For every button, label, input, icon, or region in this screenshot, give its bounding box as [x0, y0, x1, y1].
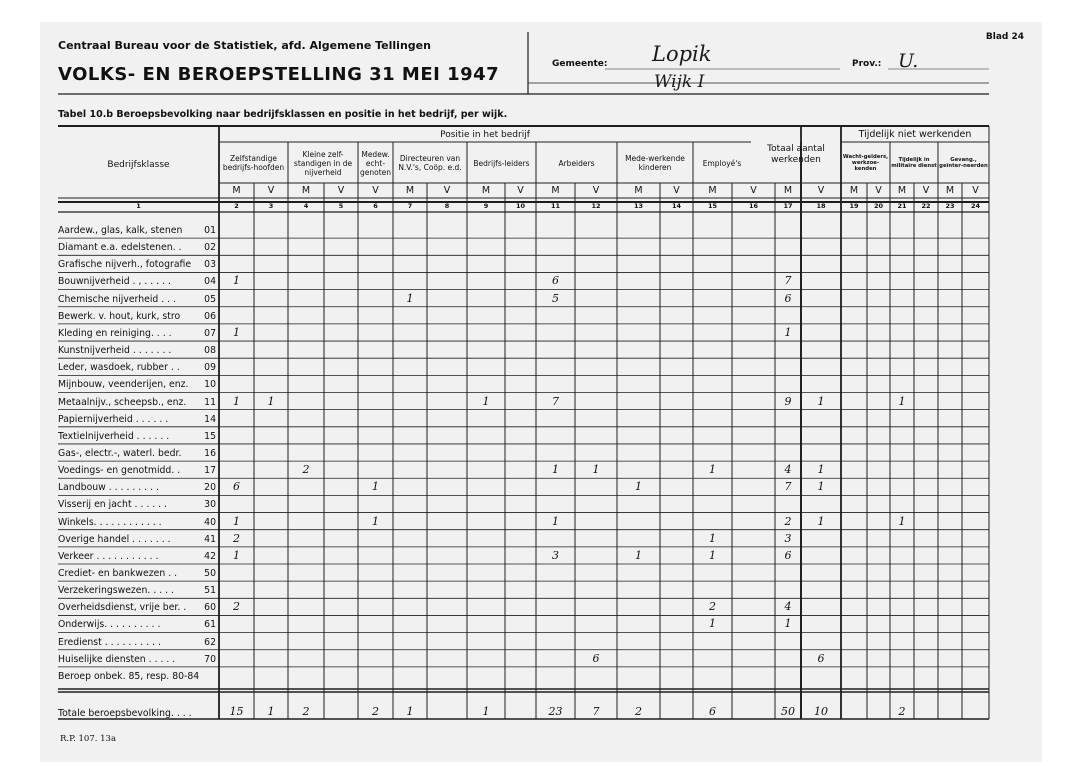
form-title: VOLKS- EN BEROEPSTELLING 31 MEI 1947 [58, 64, 500, 85]
cell-entry: 2 [233, 531, 240, 545]
row-code: 04 [204, 276, 216, 288]
cell-entry: 1 [635, 480, 642, 494]
row-label: Voedings- en genotmidd. . [58, 465, 181, 477]
cell-entry: 1 [709, 531, 716, 545]
row-label: Chemische nijverheid . . . [58, 293, 177, 305]
row-label: Aardew., glas, kalk, stenen [58, 225, 183, 236]
row-label: Overige handel . . . . . . . [58, 533, 171, 545]
cell-entry: 6 [784, 548, 792, 562]
cell-entry: 9 [784, 394, 792, 408]
column-group-header: Mede-werkende kinderen [625, 154, 685, 172]
row-label: Mijnbouw, veenderijen, enz. [58, 379, 189, 391]
column-number: 23 [945, 202, 955, 210]
cell-entry: 1 [817, 394, 825, 408]
mv-header: V [673, 185, 680, 196]
cell-entry: 1 [784, 325, 792, 339]
census-sheet [40, 22, 1042, 762]
row-label: Verzekeringswezen. . . . . [58, 585, 175, 597]
row-label: Gas-, electr.-, waterl. bedr. [58, 447, 182, 459]
row-label: Crediet- en bankwezen . . [58, 568, 178, 579]
cell-entry: 7 [552, 394, 559, 408]
total-entry: 2 [372, 705, 379, 718]
mv-header: V [372, 185, 379, 196]
row-code: 07 [204, 327, 216, 339]
cell-entry: 2 [302, 463, 310, 477]
row-code: 01 [204, 225, 216, 236]
cell-entry: 2 [709, 600, 716, 614]
mv-header: V [267, 185, 275, 196]
cell-entry: 1 [635, 548, 642, 562]
column-group-header: Arbeiders [558, 158, 595, 168]
column-number: 20 [873, 202, 884, 210]
column-number: 19 [849, 202, 859, 210]
cell-entry: 1 [709, 617, 716, 631]
row-label: Diamant e.a. edelstenen. . [58, 242, 182, 254]
column-group-header: Kleine zelf-standigen in de nijverheid [293, 149, 353, 177]
cell-entry: 4 [784, 600, 792, 614]
row-label: Textielnijverheid . . . . . . [58, 430, 170, 442]
mv-header: V [750, 185, 757, 196]
cell-entry: 3 [552, 548, 559, 562]
cell-entry: 1 [233, 514, 240, 528]
row-label: Metaalnijv., scheepsb., enz. [58, 396, 187, 408]
row-code: 41 [204, 533, 216, 545]
cell-entry: 6 [817, 651, 825, 665]
row-label: Overheidsdienst, vrije ber. . [58, 602, 187, 614]
mv-header: V [517, 185, 524, 196]
cell-entry: 1 [267, 394, 275, 408]
mv-header: V [337, 185, 345, 196]
cell-entry: 7 [784, 480, 792, 494]
column-number: 15 [707, 202, 718, 210]
mv-header: M [849, 185, 859, 196]
cell-entry: 1 [233, 325, 240, 339]
cell-entry: 1 [552, 463, 559, 477]
mv-header: V [922, 185, 930, 196]
column-number: 24 [970, 202, 981, 210]
cell-entry: 1 [552, 514, 559, 528]
mv-header: M [634, 185, 643, 196]
column-number: 12 [591, 202, 601, 210]
row-code: 51 [204, 585, 216, 597]
column-number: 9 [483, 202, 489, 210]
row-label: Beroep onbek. 85, resp. 80-84 [58, 670, 200, 682]
row-label: Grafische nijverh., fotografie [58, 259, 192, 271]
total-entry: 1 [482, 705, 490, 718]
mv-header: V [817, 185, 825, 196]
column-group-header: Bedrijfs-leiders [473, 158, 530, 168]
row-label: Verkeer . . . . . . . . . . . [58, 550, 159, 562]
wijk-value: Wijk I [654, 72, 705, 92]
mv-header: M [301, 185, 311, 196]
total-entry: 23 [548, 705, 563, 718]
cell-entry: 3 [784, 531, 792, 545]
row-code: 14 [204, 413, 216, 425]
row-label: Bouwnijverheid . , . . . . . [58, 276, 171, 288]
row-code: 50 [204, 568, 216, 579]
column-group-header: Tijdelijk in militaire dienst [891, 156, 937, 169]
row-label: Huiselijke diensten . . . . . [58, 653, 176, 665]
row-code: 70 [204, 653, 216, 665]
row-code: 42 [204, 550, 216, 562]
row-code: 40 [204, 516, 216, 528]
total-entry: 2 [635, 705, 642, 718]
cell-entry: 1 [817, 514, 825, 528]
total-entry: 50 [781, 705, 795, 718]
gemeente-value: Lopik [652, 42, 712, 66]
column-number: 1 [136, 202, 141, 210]
totals-label: Totale beroepsbevolking. . . . [58, 708, 192, 719]
row-label: Bewerk. v. hout, kurk, stro [58, 310, 181, 322]
cell-entry: 1 [898, 514, 906, 528]
prov-value: U. [898, 50, 919, 72]
mv-header: V [972, 185, 979, 196]
column-group-header: Directeuren van N.V.'s, Coöp. e.d. [398, 154, 462, 172]
row-label: Eredienst . . . . . . . . . . [58, 636, 161, 648]
row-code: 09 [204, 362, 216, 374]
cell-entry: 2 [233, 600, 240, 614]
column-number: 14 [671, 202, 682, 210]
column-group-header: Zelfstandige bedrijfs-hoofden [222, 154, 285, 172]
row-code: 15 [204, 430, 216, 442]
row-code: 10 [204, 379, 216, 391]
row-label: Leder, wasdoek, rubber . . [58, 362, 180, 374]
row-code: 30 [204, 499, 216, 511]
cell-entry: 1 [898, 394, 906, 408]
mv-header: M [708, 185, 717, 196]
cell-entry: 2 [784, 514, 792, 528]
mv-header: V [443, 185, 451, 196]
total-entry: 15 [229, 705, 244, 718]
cell-entry: 6 [233, 480, 240, 494]
total-entry: 7 [592, 705, 600, 718]
cell-entry: 1 [233, 548, 240, 562]
column-number: 16 [748, 202, 759, 210]
row-label: Onderwijs. . . . . . . . . . [58, 619, 161, 631]
cell-entry: 4 [784, 463, 792, 477]
mv-header: M [897, 185, 907, 196]
row-label: Kunstnijverheid . . . . . . . [58, 345, 172, 357]
total-entry: 2 [898, 705, 906, 718]
column-number: 13 [633, 202, 644, 210]
tijdelijk-header: Tijdelijk niet werkenden [858, 129, 972, 140]
cell-entry: 1 [709, 548, 716, 562]
cell-entry: 1 [817, 480, 825, 494]
total-entry: 1 [267, 705, 275, 718]
column-group-header: Gevang., geïnter-neerden [939, 156, 988, 169]
total-entry: 1 [406, 705, 414, 718]
row-code: 20 [204, 482, 216, 494]
column-number: 17 [783, 202, 793, 210]
cell-entry: 7 [784, 274, 792, 288]
cell-entry: 6 [592, 651, 600, 665]
cell-entry: 1 [406, 291, 414, 305]
cell-entry: 1 [372, 480, 379, 494]
cell-entry: 1 [817, 463, 825, 477]
column-group-header: Employé's [702, 158, 742, 168]
mv-header: M [945, 185, 955, 196]
mv-header: V [592, 185, 600, 196]
column-number: 5 [338, 202, 344, 210]
column-number: 11 [550, 202, 561, 210]
column-number: 10 [515, 202, 526, 210]
cell-entry: 5 [552, 291, 559, 305]
column-number: 21 [897, 202, 907, 210]
row-code: 16 [204, 447, 216, 459]
cell-entry: 6 [552, 274, 559, 288]
mv-header: M [783, 185, 793, 196]
column-number: 4 [303, 202, 309, 210]
row-code: 08 [204, 345, 216, 357]
gemeente-label: Gemeente: [552, 59, 608, 69]
column-number: 6 [373, 202, 378, 210]
row-code: 03 [204, 259, 216, 271]
column-number: 7 [407, 202, 413, 210]
row-label: Papiernijverheid . . . . . . [58, 413, 169, 425]
positie-header: Positie in het bedrijf [440, 130, 530, 140]
mv-header: M [405, 185, 415, 196]
bureau-name: Centraal Bureau voor de Statistiek, afd. Algemene Tellingen [58, 39, 431, 52]
mv-header: M [232, 185, 241, 196]
cell-entry: 1 [233, 394, 240, 408]
column-number: 8 [444, 202, 450, 210]
form-code: R.P. 107. 13a [60, 734, 117, 744]
row-code: 17 [204, 465, 216, 477]
column-group-header: Medew. echt-genoten [359, 149, 392, 177]
column-number: 3 [268, 202, 274, 210]
cell-entry: 1 [784, 617, 792, 631]
row-label: Visserij en jacht . . . . . . [58, 499, 168, 511]
row-code: 11 [204, 396, 216, 408]
mv-header: V [875, 185, 882, 196]
prov-label: Prov.: [852, 59, 882, 69]
mv-header: M [551, 185, 560, 196]
table-title: Tabel 10.b Beroepsbevolking naar bedrijfsklassen en positie in het bedrijf, per wijk. [58, 109, 508, 120]
total-entry: 6 [709, 705, 716, 718]
column-number: 2 [234, 202, 239, 210]
row-label: Winkels. . . . . . . . . . . . [58, 516, 162, 528]
cell-entry: 1 [372, 514, 379, 528]
total-entry: 2 [302, 705, 310, 718]
blad-label: Blad 24 [985, 32, 1024, 42]
column-group-header: Totaal aantal werkenden [767, 144, 825, 165]
cell-entry: 1 [709, 463, 716, 477]
row-label: Landbouw . . . . . . . . . [58, 482, 159, 494]
cell-entry: 6 [784, 291, 792, 305]
row-code: 05 [204, 293, 216, 305]
column-group-header: Wacht-gelders, werkzoe-kenden [842, 153, 889, 173]
row-code: 60 [204, 602, 216, 614]
row-code: 61 [204, 619, 216, 631]
cell-entry: 1 [233, 274, 240, 288]
cell-entry: 1 [592, 463, 600, 477]
total-entry: 10 [814, 705, 828, 718]
mv-header: M [481, 185, 491, 196]
column-number: 22 [921, 202, 931, 210]
row-label: Kleding en reiniging. . . . [58, 327, 172, 339]
bedrijfsklasse-header: Bedrijfsklasse [107, 160, 170, 170]
column-number: 18 [816, 202, 826, 210]
cell-entry: 1 [482, 394, 490, 408]
row-code: 62 [204, 636, 216, 648]
row-code: 06 [204, 310, 216, 322]
row-code: 02 [204, 242, 216, 254]
